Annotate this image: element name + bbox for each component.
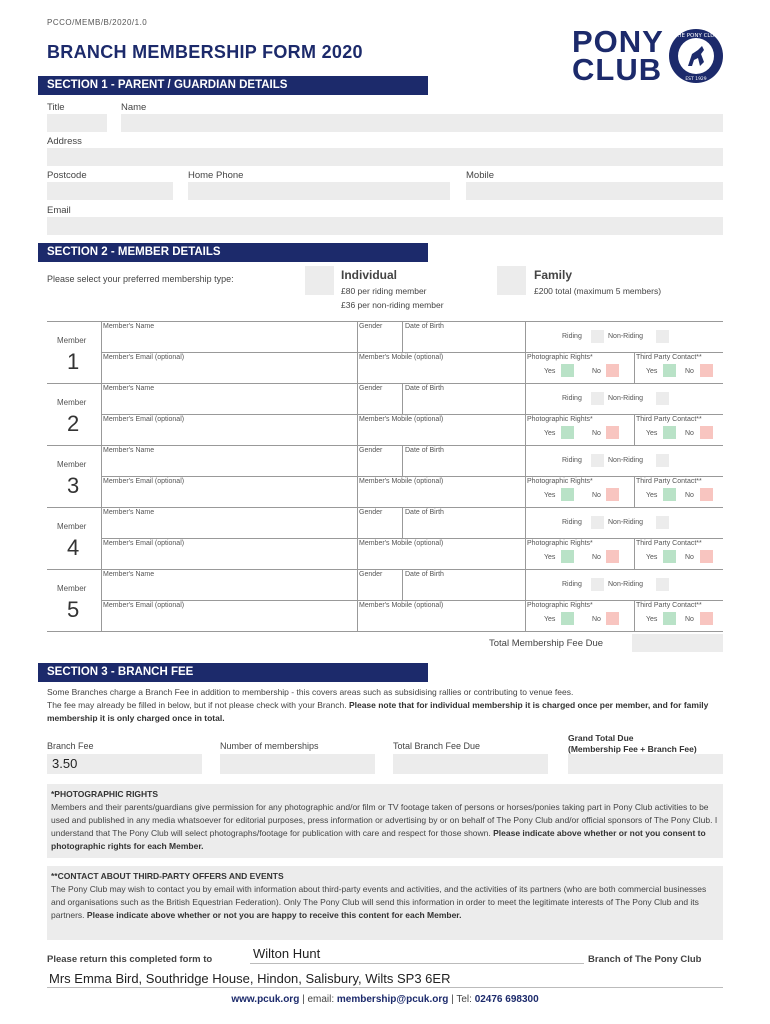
branch-of-pony-club-label: Branch of The Pony Club [588,954,702,965]
member-1-label: Member [57,336,87,345]
member-1-photo-no-label: No [592,368,601,375]
member-4-photo-yes-checkbox[interactable] [561,550,574,563]
return-address-line [47,987,723,988]
address-label: Address [47,136,82,147]
return-branch-name[interactable]: Wilton Hunt [253,946,321,961]
family-label: Family [534,268,573,282]
member-1-vline-e [634,352,635,383]
page-title: BRANCH MEMBERSHIP FORM 2020 [47,42,363,62]
pony-club-logo [572,24,664,87]
member-2-third-no-checkbox[interactable] [700,426,713,439]
home-phone-field[interactable] [188,182,450,200]
total-membership-fee-field[interactable] [632,634,723,652]
footer-sep-2: | Tel: [448,994,475,1005]
branch-fee-intro [47,686,727,725]
member-2-vline-c [402,383,403,414]
member-3-mid-rule [101,476,723,477]
member-3-mobile-label: Member's Mobile (optional) [359,478,444,485]
member-4-riding-label: Riding [562,519,582,526]
member-1-number: 1 [67,349,80,374]
footer-sep-1: | email: [299,994,337,1005]
postcode-field[interactable] [47,182,173,200]
member-5-riding-label: Riding [562,581,582,588]
pony-club-badge-icon [668,28,724,84]
member-4-label: Member [57,522,87,531]
individual-checkbox[interactable] [305,266,334,295]
member-1-gender-field[interactable] [360,331,400,350]
member-2-label: Member [57,398,87,407]
member-3-top-rule [47,445,723,446]
email-label: Email [47,205,71,216]
member-2-photo-label: Photographic Rights* [527,416,593,423]
member-2-photo-yes-checkbox[interactable] [561,426,574,439]
member-4-name-field[interactable] [104,517,355,536]
member-4-third-party-label: Third Party Contact** [636,540,702,547]
member-4-nonriding-checkbox[interactable] [656,516,669,529]
member-5-name-field[interactable] [104,579,355,598]
branch-fee-label: Branch Fee [47,741,94,751]
mobile-label: Mobile [466,170,494,181]
member-3-third-yes-checkbox[interactable] [663,488,676,501]
member-1-third-yes-checkbox[interactable] [663,364,676,377]
member-3-vline-e [634,476,635,507]
third-party-instruction: Please indicate above whether or not you are happy to receive this content for each Member. [86,910,462,920]
member-1-vline-d [525,321,526,383]
member-1-name-label: Member's Name [103,323,155,330]
member-1-mobile-field[interactable] [360,362,523,381]
member-3-email-label: Member's Email (optional) [103,478,185,485]
title-field[interactable] [47,114,107,132]
number-of-memberships-label: Number of memberships [220,741,319,751]
member-1-vline-b [357,321,358,383]
member-5-third-yes-checkbox[interactable] [663,612,676,625]
member-2-third-no-label: No [685,430,694,437]
badge-est: EST 1929 [685,77,707,82]
member-4-photo-no-label: No [592,554,601,561]
member-3-dob-field[interactable] [405,455,523,474]
name-label: Name [121,102,147,113]
return-label: Please return this completed form to [47,954,213,965]
member-2-riding-label: Riding [562,395,582,402]
photographic-rights-heading: *PHOTOGRAPHIC RIGHTS [51,789,159,799]
member-5-vline-b [357,569,358,631]
member-5-number: 5 [67,597,80,622]
member-5-top-rule [47,569,723,570]
family-checkbox[interactable] [497,266,526,295]
member-4-dob-field[interactable] [405,517,523,536]
member-3-dob-label: Date of Birth [405,447,444,454]
member-2-riding-checkbox[interactable] [591,392,604,405]
member-1-third-no-checkbox[interactable] [700,364,713,377]
member-5-photo-yes-checkbox[interactable] [561,612,574,625]
return-address[interactable]: Mrs Emma Bird, Southridge House, Hindon, Salisbury, Wilts SP3 6ER [49,971,451,986]
member-2-third-party-label: Third Party Contact** [636,416,702,423]
postcode-label: Postcode [47,170,87,181]
member-2-email-label: Member's Email (optional) [103,416,185,423]
member-4-gender-field[interactable] [360,517,400,536]
photographic-rights-instruction: Please indicate above whether or not you consent to photographic rights for each Member. [51,828,706,851]
member-4-mobile-label: Member's Mobile (optional) [359,540,444,547]
member-3-vline-d [525,445,526,507]
member-5-mobile-field[interactable] [360,610,523,629]
member-4-photo-label: Photographic Rights* [527,540,593,547]
member-1-name-field[interactable] [104,331,355,350]
return-name-line [250,963,584,964]
member-1-vline-c [402,321,403,352]
address-field[interactable] [47,148,723,166]
member-1-third-yes-label: Yes [646,368,658,375]
member-2-gender-field[interactable] [360,393,400,412]
form-reference: PCCO/MEMB/B/2020/1.0 [47,18,148,27]
member-4-mobile-field[interactable] [360,548,523,567]
footer-website-link[interactable]: www.pcuk.org [231,994,300,1005]
member-2-name-label: Member's Name [103,385,155,392]
member-1-photo-yes-checkbox[interactable] [561,364,574,377]
title-label: Title [47,102,65,113]
member-3-vline-c [402,445,403,476]
member-1-vline-a [101,321,102,383]
footer-contact [0,994,770,1005]
member-1-riding-checkbox[interactable] [591,330,604,343]
branch-fee-note: Please note that for individual membership it is charged once per member, and for family membership it is only charged once in total. [47,700,709,723]
member-2-top-rule [47,383,723,384]
member-5-vline-e [634,600,635,631]
member-5-dob-label: Date of Birth [405,571,444,578]
member-3-third-no-checkbox[interactable] [700,488,713,501]
member-5-vline-d [525,569,526,631]
member-1-third-no-label: No [685,368,694,375]
member-3-vline-a [101,445,102,507]
member-5-dob-field[interactable] [405,579,523,598]
member-2-mid-rule [101,414,723,415]
member-4-vline-c [402,507,403,538]
member-2-photo-no-label: No [592,430,601,437]
home-phone-label: Home Phone [188,170,244,181]
member-4-nonriding-label: Non-Riding [608,519,644,526]
member-5-vline-c [402,569,403,600]
member-5-label: Member [57,584,87,593]
branch-fee-field[interactable] [47,754,202,774]
member-2-photo-no-checkbox[interactable] [606,426,619,439]
individual-riding-price: £80 per riding member [341,286,427,296]
member-4-dob-label: Date of Birth [405,509,444,516]
member-4-third-yes-label: Yes [646,554,658,561]
member-1-gender-label: Gender [359,323,383,330]
member-4-email-field[interactable] [104,548,355,567]
member-4-photo-yes-label: Yes [544,554,556,561]
member-2-third-yes-checkbox[interactable] [663,426,676,439]
member-2-vline-b [357,383,358,445]
member-1-third-party-label: Third Party Contact** [636,354,702,361]
photographic-rights-box [47,784,723,858]
member-4-top-rule [47,507,723,508]
third-party-heading: **CONTACT ABOUT THIRD-PARTY OFFERS AND EVENTS [51,871,284,881]
member-1-dob-label: Date of Birth [405,323,444,330]
member-5-third-party-label: Third Party Contact** [636,602,702,609]
member-3-third-party-label: Third Party Contact** [636,478,702,485]
member-3-photo-yes-label: Yes [544,492,556,499]
member-3-label: Member [57,460,87,469]
family-price: £200 total (maximum 5 members) [534,286,662,296]
member-2-email-field[interactable] [104,424,355,443]
member-5-third-yes-label: Yes [646,616,658,623]
footer-email-link[interactable]: membership@pcuk.org [336,994,449,1005]
member-5-photo-no-label: No [592,616,601,623]
total-branch-fee-label: Total Branch Fee Due [393,741,481,751]
member-4-name-label: Member's Name [103,509,155,516]
member-4-third-no-checkbox[interactable] [700,550,713,563]
member-1-riding-label: Riding [562,333,582,340]
member-2-mobile-field[interactable] [360,424,523,443]
member-4-third-yes-checkbox[interactable] [663,550,676,563]
total-branch-fee-field[interactable] [393,754,548,774]
member-3-nonriding-label: Non-Riding [608,457,644,464]
photographic-rights-text: Members and their parents/guardians give permission for any photographic and/or film or TV footage taken of persons or horses/ponies taking part in Pony Club activities to be used and published in any media whatsoever for editorial purposes, press information or advertising by or on behalf of The Pony Club and/or official sponsors of The Pony Club. I understand that The Pony Club will select photographs/footage for publication with care and respect for those shown. [51,802,718,838]
member-3-gender-label: Gender [359,447,383,454]
member-5-mid-rule [101,600,723,601]
member-3-number: 3 [67,473,80,498]
member-1-email-field[interactable] [104,362,355,381]
member-3-mobile-field[interactable] [360,486,523,505]
member-2-nonriding-label: Non-Riding [608,395,644,402]
member-3-riding-checkbox[interactable] [591,454,604,467]
member-5-third-no-checkbox[interactable] [700,612,713,625]
logo-line-1: PONY [572,24,664,59]
member-5-vline-a [101,569,102,631]
total-membership-fee-label: Total Membership Fee Due [489,638,604,649]
member-1-email-label: Member's Email (optional) [103,354,185,361]
member-4-vline-d [525,507,526,569]
member-5-mobile-label: Member's Mobile (optional) [359,602,444,609]
badge-text: THE PONY CLUB [673,33,719,39]
member-5-photo-no-checkbox[interactable] [606,612,619,625]
name-field[interactable] [121,114,723,132]
member-grid-bottom-rule [47,631,723,632]
member-4-vline-b [357,507,358,569]
grand-total-line-1: Grand Total Due [568,733,634,743]
grand-total-label [568,733,697,755]
member-5-gender-field[interactable] [360,579,400,598]
member-5-name-label: Member's Name [103,571,155,578]
member-1-photo-no-checkbox[interactable] [606,364,619,377]
member-2-third-yes-label: Yes [646,430,658,437]
third-party-contact-box [47,866,723,940]
member-2-photo-yes-label: Yes [544,430,556,437]
member-4-photo-no-checkbox[interactable] [606,550,619,563]
member-5-photo-yes-label: Yes [544,616,556,623]
footer-phone: 02476 698300 [474,994,539,1005]
member-4-email-label: Member's Email (optional) [103,540,185,547]
member-1-nonriding-checkbox[interactable] [656,330,669,343]
mobile-field[interactable] [466,182,723,200]
member-1-photo-yes-label: Yes [544,368,556,375]
member-2-mobile-label: Member's Mobile (optional) [359,416,444,423]
section-1-heading: SECTION 1 - PARENT / GUARDIAN DETAILS [38,76,428,95]
member-1-photo-label: Photographic Rights* [527,354,593,361]
member-2-vline-d [525,383,526,445]
member-5-nonriding-label: Non-Riding [608,581,644,588]
grand-total-field[interactable] [568,754,723,774]
member-4-third-no-label: No [685,554,694,561]
member-5-email-label: Member's Email (optional) [103,602,185,609]
membership-type-prompt: Please select your preferred membership type: [47,274,234,284]
member-4-gender-label: Gender [359,509,383,516]
number-of-memberships-field[interactable] [220,754,375,774]
member-2-name-field[interactable] [104,393,355,412]
member-4-number: 4 [67,535,80,560]
member-3-photo-yes-checkbox[interactable] [561,488,574,501]
member-3-photo-no-checkbox[interactable] [606,488,619,501]
member-1-top-rule [47,321,723,322]
member-3-email-field[interactable] [104,486,355,505]
grand-total-line-2: (Membership Fee + Branch Fee) [568,744,697,754]
third-party-text: The Pony Club may wish to contact you by email with information about third-party events and activities, and the activities of its partners (who are both commercial businesses and organisations such as the British Equestrian Federation). Only The Pony Club will send this information in order to meet the legitimate interests of The Pony Club and its partners. [51,884,707,920]
member-5-third-no-label: No [685,616,694,623]
member-3-riding-label: Riding [562,457,582,464]
member-3-name-label: Member's Name [103,447,155,454]
member-2-vline-a [101,383,102,445]
member-2-number: 2 [67,411,80,436]
member-3-third-no-label: No [685,492,694,499]
member-4-vline-a [101,507,102,569]
member-2-vline-e [634,414,635,445]
member-5-nonriding-checkbox[interactable] [656,578,669,591]
member-3-photo-label: Photographic Rights* [527,478,593,485]
branch-fee-para-2: The fee may already be filled in below, but if not please check with your Branch. [47,700,347,710]
member-2-gender-label: Gender [359,385,383,392]
member-5-gender-label: Gender [359,571,383,578]
member-5-email-field[interactable] [104,610,355,629]
member-3-gender-field[interactable] [360,455,400,474]
member-4-vline-e [634,538,635,569]
logo-line-2: CLUB [572,52,663,87]
member-3-third-yes-label: Yes [646,492,658,499]
member-5-photo-label: Photographic Rights* [527,602,593,609]
branch-fee-value: 3.50 [52,756,78,771]
member-5-riding-checkbox[interactable] [591,578,604,591]
individual-nonriding-price: £36 per non-riding member [341,300,444,310]
member-2-nonriding-checkbox[interactable] [656,392,669,405]
member-2-dob-label: Date of Birth [405,385,444,392]
member-3-vline-b [357,445,358,507]
member-3-photo-no-label: No [592,492,601,499]
section-3-heading: SECTION 3 - BRANCH FEE [38,663,428,682]
member-1-dob-field[interactable] [405,331,523,350]
member-3-nonriding-checkbox[interactable] [656,454,669,467]
member-4-mid-rule [101,538,723,539]
member-4-riding-checkbox[interactable] [591,516,604,529]
individual-label: Individual [341,268,398,282]
member-1-mobile-label: Member's Mobile (optional) [359,354,444,361]
member-1-nonriding-label: Non-Riding [608,333,644,340]
member-2-dob-field[interactable] [405,393,523,412]
branch-fee-para-1: Some Branches charge a Branch Fee in addition to membership - this covers areas such as subsidising rallies or contributing to venue fees. [47,687,574,697]
email-field[interactable] [47,217,723,235]
section-2-heading: SECTION 2 - MEMBER DETAILS [38,243,428,262]
member-3-name-field[interactable] [104,455,355,474]
member-1-mid-rule [101,352,723,353]
